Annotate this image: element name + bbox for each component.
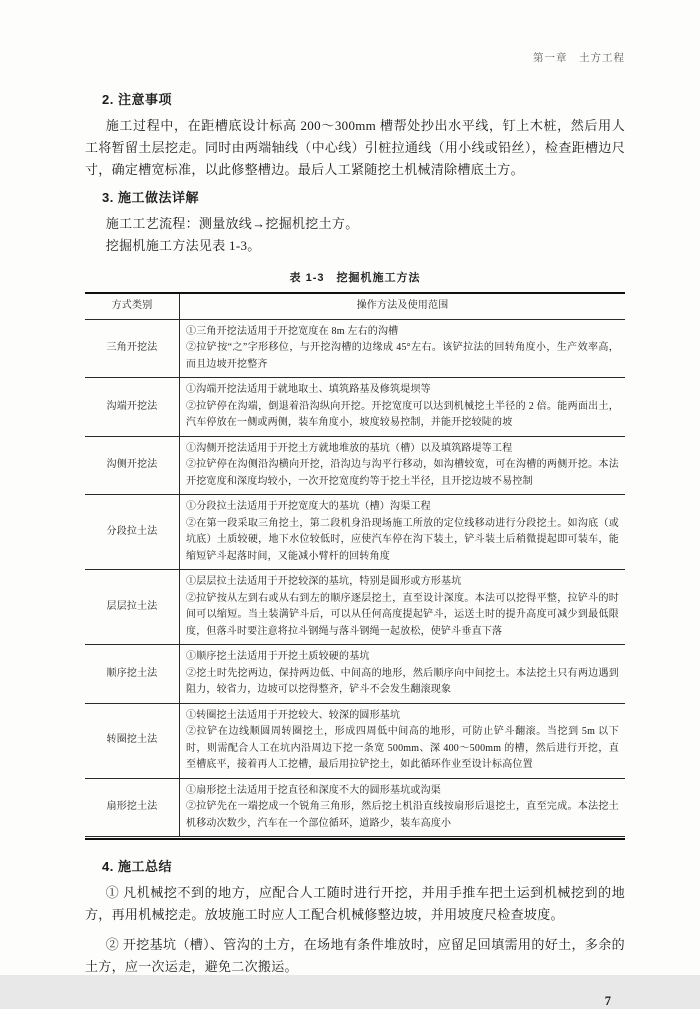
- table-row: [85, 703, 625, 778]
- table-caption: 表 1-3 挖掘机施工方法: [289, 272, 421, 284]
- method-description: [180, 570, 626, 645]
- table-header-row: [85, 294, 625, 319]
- section-2-heading: 2. 注意事项: [102, 92, 172, 107]
- method-step-1: ①转圈挖土法适用于开挖较大、较深的圆形基坑: [186, 709, 401, 721]
- summary-paragraph-2: ② 开挖基坑（槽）、管沟的土方，在场地有条件堆放时，应留足回填需用的好土，多余的土方，应一次运走，避免二次搬运。: [85, 937, 625, 974]
- table-row: [85, 319, 625, 378]
- column-header-operation-scope: 操作方法及使用范围: [180, 294, 626, 319]
- method-step-1: ①三角开挖法适用于开挖宽度在 8m 左右的沟槽: [186, 325, 399, 337]
- method-description: [180, 778, 626, 837]
- method-name: 顺序挖土法: [85, 645, 180, 704]
- running-head-chapter: 第一章 土方工程: [533, 53, 625, 64]
- method-step-2: ②拉铲按从左到右或从右到左的顺序逐层挖土，直至设计深度。本法可以挖得平整，拉铲斗的时间可以缩短。当土装满铲斗后，可以从任何高度提起铲斗，运送土时的提升高度可减少到最低限度，但落斗时要注意将拉斗钢绳与落斗钢绳一起放松，使铲斗垂直下落: [186, 592, 619, 637]
- method-step-2: ②拉铲按“之”字形移位，与开挖沟槽的边缘成 45°左右。该铲拉法的回转角度小，生产效率高，而且边坡开挖整齐: [186, 342, 619, 370]
- method-step-1: ①沟端开挖法适用于就地取土、填筑路基及修筑堤坝等: [186, 384, 431, 395]
- method-name: 扇形挖土法: [85, 778, 180, 837]
- method-step-1: ①沟侧开挖法适用于开挖土方就地堆放的基坑（槽）以及填筑路堤等工程: [186, 442, 513, 454]
- section-2-paragraph: 施工过程中，在距槽底设计标高 200～300mm 槽帮处抄出水平线，钉上木桩，然后用人工将暂留土层挖走。同时由两端轴线（中心线）引桩拉通线（用小线或铅丝），检查距槽边尺寸，确定槽宽标准，以此修整槽边。最后人工紧随挖土机械清除槽底土方。: [85, 118, 625, 177]
- method-description: [180, 645, 626, 704]
- method-step-2: ②拉铲先在一端挖成一个锐角三角形，然后挖土机沿直线按扇形后退挖土，直至完成。本法挖土机移动次数少，汽车在一个部位循环，道路少，装车高度小: [186, 801, 619, 829]
- method-step-1: ①分段拉土法适用于开挖宽度大的基坑（槽）沟渠工程: [186, 501, 431, 512]
- table-reference-line: 挖掘机施工方法见表 1-3。: [105, 238, 261, 253]
- method-step-2: ②拉铲停在沟端，倒退着沿沟纵向开挖。开挖宽度可以达到机械挖土半径的 2 倍。能两面出土，汽车停放在一侧或两侧，装车角度小，坡度较易控制，并能开挖较陡的坡: [186, 400, 619, 428]
- method-description: [180, 703, 626, 778]
- process-flow-line: 施工工艺流程：测量放线→挖掘机挖土方。: [105, 216, 359, 231]
- table-row: [85, 378, 625, 437]
- table-row: [85, 436, 625, 495]
- method-step-2: ②拉铲停在沟侧沿沟横向开挖，沿沟边与沟平行移动，如沟槽较宽，可在沟槽的两侧开挖。本法开挖宽度和深度均较小，一次开挖宽度约等于挖土半径，且开挖边坡不易控制: [186, 459, 619, 487]
- excavation-methods-table: [85, 292, 625, 840]
- method-step-1: ①顺序挖土法适用于开挖土质较硬的基坑: [186, 651, 370, 662]
- page-number: 7: [604, 994, 611, 1008]
- method-step-2: ②拉铲在边线顺圆周转圈挖土，形成四周低中间高的地形，可防止铲斗翻滚。当挖到 5m 以下时，则需配合人工在坑内沿周边下挖一条宽 500mm、深 400～500mm 的槽，然后进行开挖，直至槽底平，接着再人工挖槽，最后用拉铲挖土，如此循环作业至设计标高位置: [186, 726, 619, 770]
- method-name: 沟端开挖法: [85, 378, 180, 437]
- table-row: [85, 778, 625, 837]
- method-description: [180, 436, 626, 495]
- summary-paragraph-1: ① 凡机械挖不到的地方，应配合人工随时进行开挖，并用手推车把土运到机械挖到的地方，再用机械挖走。放坡施工时应人工配合机械修整边坡，并用坡度尺检查坡度。: [85, 885, 625, 922]
- method-step-2: ②挖土时先挖两边，保持两边低、中间高的地形，然后顺序向中间挖土。本法挖土只有两边遇到阻力，较省力，边坡可以挖得整齐，铲斗不会发生翻滚现象: [186, 667, 619, 695]
- section-4-heading: 4. 施工总结: [102, 859, 172, 874]
- column-header-method-type: 方式类别: [85, 294, 180, 319]
- method-name: 层层拉土法: [85, 570, 180, 645]
- method-description: [180, 319, 626, 378]
- method-step-1: ①层层拉土法适用于开挖较深的基坑，特别是圆形或方形基坑: [186, 576, 462, 587]
- table-row: [85, 645, 625, 704]
- table-row: [85, 495, 625, 570]
- method-name: 分段拉土法: [85, 495, 180, 570]
- table-row: [85, 570, 625, 645]
- method-name: 三角开挖法: [85, 319, 180, 378]
- method-step-2: ②在第一段采取三角挖土，第二段机身沿现场施工所放的定位线移动进行分段挖土。如沟底（或坑底）土质较硬，地下水位较低时，应使汽车停在沟下装土，铲斗装土后稍微提起即可装车，能缩短铲斗起落时间，又能减小臂杆的回转角度: [186, 517, 619, 562]
- method-name: 沟侧开挖法: [85, 436, 180, 495]
- section-3-heading: 3. 施工做法详解: [102, 190, 199, 205]
- method-description: [180, 378, 626, 437]
- method-name: 转圈挖土法: [85, 703, 180, 778]
- method-step-1: ①扇形挖土法适用于挖直径和深度不大的圆形基坑或沟渠: [186, 784, 441, 796]
- method-description: [180, 495, 626, 570]
